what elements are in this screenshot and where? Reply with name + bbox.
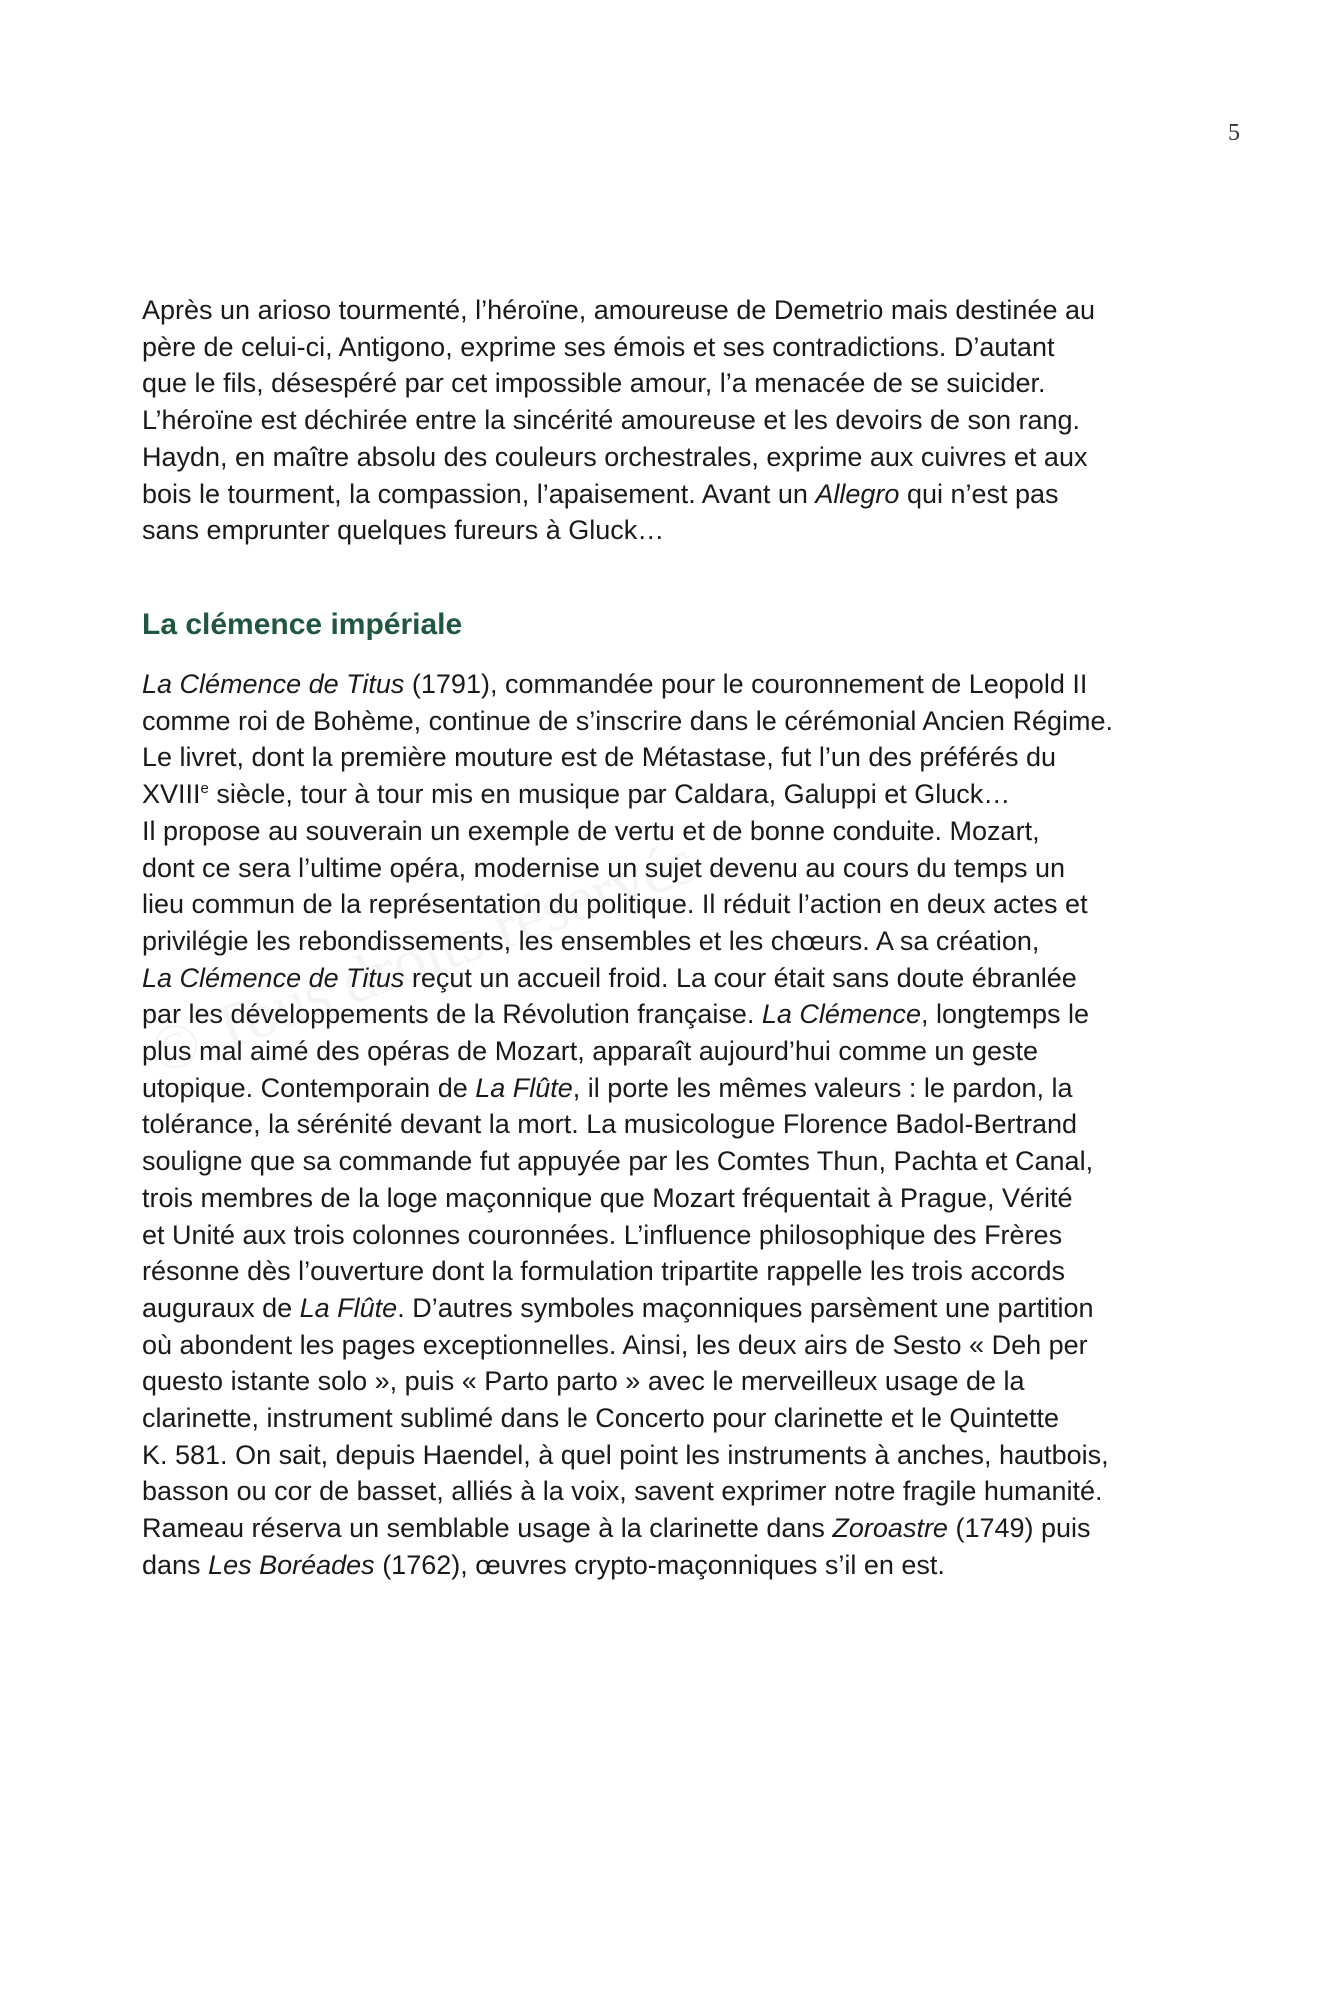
intro-line: bois le tourment, la compassion, l’apaisement. Avant un Allegro qui n’est pas [142, 478, 1059, 509]
ordinal-suffix: e [200, 780, 209, 798]
section-line: La Clémence de Titus reçut un accueil froid. La cour était sans doute ébranlée [142, 962, 1077, 993]
section-line: tolérance, la sérénité devant la mort. La musicologue Florence Badol-Bertrand [142, 1109, 1078, 1140]
section-line: basson ou cor de basset, alliés à la voix, savent exprimer notre fragile humanité. [142, 1476, 1103, 1507]
intro-line: que le fils, désespéré par cet impossible amour, l’a menacée de se suicider. [142, 368, 1046, 399]
page-number: 5 [1228, 120, 1240, 146]
italic-title: Les Boréades [208, 1549, 375, 1580]
section-line: auguraux de La Flûte. D’autres symboles maçonniques parsèment une partition [142, 1292, 1094, 1323]
intro-line: père de celui-ci, Antigono, exprime ses émois et ses contradictions. D’autant [142, 331, 1055, 362]
intro-paragraph [142, 292, 1202, 549]
section-line: XVIIIe siècle, tour à tour mis en musique par Caldara, Galuppi et Gluck… [142, 779, 1011, 810]
section-line: résonne dès l’ouverture dont la formulation tripartite rappelle les trois accords [142, 1256, 1065, 1287]
section-line: Rameau réserva un semblable usage à la clarinette dans Zoroastre (1749) puis [142, 1513, 1091, 1544]
section-line: comme roi de Bohème, continue de s’inscrire dans le cérémonial Ancien Régime. [142, 705, 1113, 736]
section-line: K. 581. On sait, depuis Haendel, à quel point les instruments à anches, hautbois, [142, 1439, 1109, 1470]
intro-line: sans emprunter quelques fureurs à Gluck… [142, 515, 665, 546]
section-line: clarinette, instrument sublimé dans le Concerto pour clarinette et le Quintette [142, 1403, 1059, 1434]
section-line: par les développements de la Révolution française. La Clémence, longtemps le [142, 999, 1090, 1030]
section-line: où abondent les pages exceptionnelles. Ainsi, les deux airs de Sesto « Deh per [142, 1329, 1088, 1360]
italic-title: La Clémence de Titus [142, 669, 405, 699]
section-line: souligne que sa commande fut appuyée par les Comtes Thun, Pachta et Canal, [142, 1146, 1094, 1177]
section-line: utopique. Contemporain de La Flûte, il porte les mêmes valeurs : le pardon, la [142, 1072, 1073, 1103]
section-line: et Unité aux trois colonnes couronnées. L’influence philosophique des Frères [142, 1219, 1063, 1250]
section-line: lieu commun de la représentation du politique. Il réduit l’action en deux actes et [142, 889, 1088, 920]
section-line: trois membres de la loge maçonnique que Mozart fréquentait à Prague, Vérité [142, 1182, 1073, 1213]
section-line: Il propose au souverain un exemple de vertu et de bonne conduite. Mozart, [142, 815, 1040, 846]
section-heading: La clémence impériale [142, 608, 463, 641]
section-line: La Clémence de Titus (1791), commandée pour le couronnement de Leopold II [142, 669, 1088, 699]
italic-title: La Flûte [475, 1072, 573, 1103]
intro-line: L’héroïne est déchirée entre la sincérité amoureuse et les devoirs de son rang. [142, 405, 1081, 436]
section-paragraph [142, 666, 1202, 1584]
italic-title: La Clémence [761, 999, 921, 1030]
section-line: plus mal aimé des opéras de Mozart, apparaît aujourd’hui comme un geste [142, 1036, 1038, 1067]
page-content [142, 292, 1202, 1580]
section-line: questo istante solo », puis « Parto parto » avec le merveilleux usage de la [142, 1366, 1025, 1397]
italic-title: Allegro [815, 478, 900, 509]
section-line: Le livret, dont la première mouture est de Métastase, fut l’un des préférés du [142, 742, 1056, 773]
italic-title: La Clémence de Titus [142, 962, 405, 993]
italic-title: La Flûte [299, 1292, 398, 1323]
section-line: dans Les Boréades (1762), œuvres crypto-maçonniques s’il en est. [142, 1549, 945, 1580]
section-line: dont ce sera l’ultime opéra, modernise un sujet devenu au cours du temps un [142, 852, 1066, 883]
italic-title: Zoroastre [832, 1513, 948, 1544]
intro-line: Après un arioso tourmenté, l’héroïne, amoureuse de Demetrio mais destinée au [142, 295, 1096, 325]
section-line: privilégie les rebondissements, les ensembles et les chœurs. A sa création, [142, 925, 1040, 956]
intro-line: Haydn, en maître absolu des couleurs orchestrales, exprime aux cuivres et aux [142, 441, 1088, 472]
